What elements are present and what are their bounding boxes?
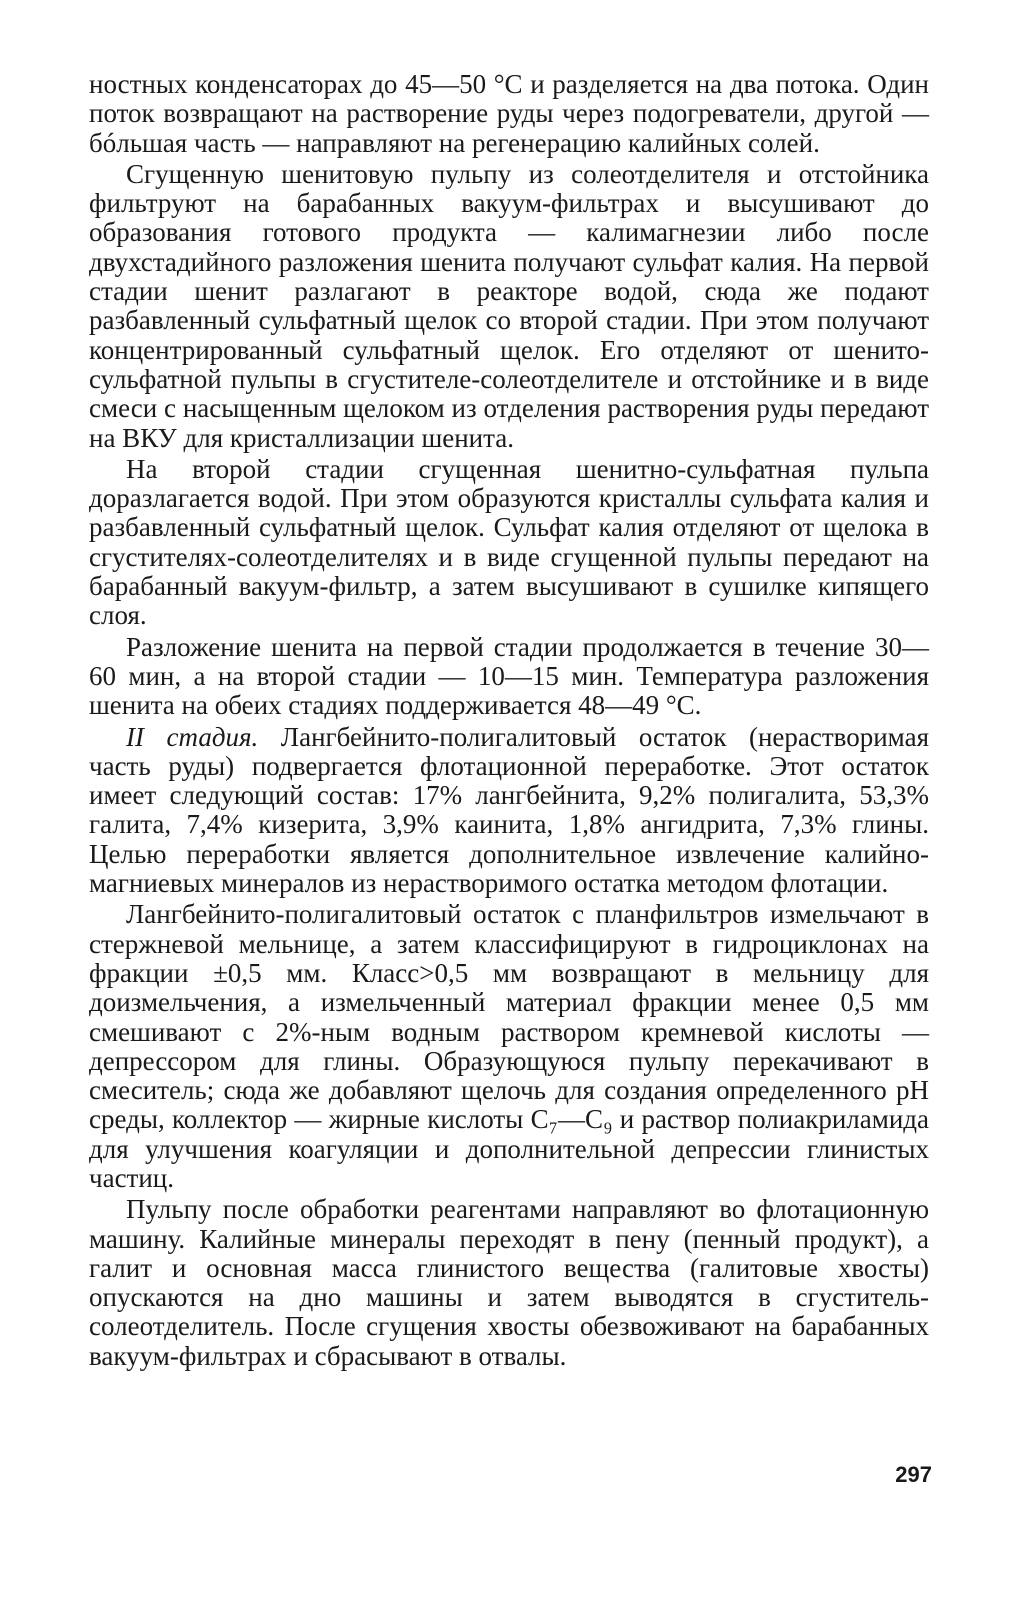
paragraph-7-text: Пульпу после обработки реагентами направляют во флотационную машину. Калийные минералы переходят в пену (пенный продукт), а галит и основная масса глинистого вещества (галитовые хвосты) опускаются на дно машины и затем выводятся в сгуститель-солеотделитель. После сгущения хвосты обезвоживают на барабанных вакуум-фильтрах и сбрасывают в отвалы. <box>89 1194 929 1371</box>
paragraph-1 <box>89 70 929 158</box>
paragraph-4 <box>89 633 929 721</box>
paragraph-2-text: Сгущенную шенитовую пульпу из солеотделителя и отстойника фильтруют на барабанных вакуум-фильтрах и высушивают до образования готового продукта — калимагнезии либо после двухстадийного разложения шенита получают сульфат калия. На первой стадии шенит разлагают в реакторе водой, сюда же подают разбавленный сульфатный щелок со второй стадии. При этом получают концентрированный сульфатный щелок. Его отделяют от шенито-сульфатной пульпы в сгустителе-солеотделителе и отстойнике и в виде смеси с насыщенным щелоком из отделения растворения руды передают на ВКУ для кристаллизации шенита. <box>89 158 929 453</box>
paragraph-7 <box>89 1195 929 1371</box>
paragraph-4-text: Разложение шенита на первой стадии продолжается в течение 30—60 мин, а на второй стадии — 10—15 мин. Температура разложения шенита на обеих стадиях поддерживается 48—49 °C. <box>89 631 929 721</box>
page-body <box>89 70 929 1371</box>
paragraph-5 <box>89 723 929 899</box>
section-lead-stage-2: II стадия. <box>126 721 259 752</box>
paragraph-2 <box>89 160 929 453</box>
paragraph-3-text: На второй стадии сгущенная шенитно-сульфатная пульпа доразлагается водой. При этом образуются кристаллы сульфата калия и разбавленный сульфатный щелок. Сульфат калия отделяют от щелока в сгустителях-солеотделителях и в виде сгущенной пульпы передают на барабанный вакуум-фильтр, а затем высушивают в сушилке кипящего слоя. <box>89 453 929 631</box>
paragraph-5-text: Лангбейнито-полигалитовый остаток (нерастворимая часть руды) подвергается флотационной переработке. Этот остаток имеет следующий состав: 17% лангбейнита, 9,2% полигалита, 53,3% галита, 7,4% кизерита, 3,9% каинита, 1,8% ангидрита, 7,3% глины. Целью переработки является дополнительное извлечение калийно-магниевых минералов из нерастворимого остатка методом флотации. <box>89 721 929 899</box>
paragraph-6-text: Лангбейнито-полигалитовый остаток с планфильтров измельчают в стержневой мельнице, а затем классифицируют в гидроциклонах на фракции ±0,5 мм. Класс>0,5 мм возвращают в мельницу для доизмельчения, а измельченный материал фракции менее 0,5 мм смешивают с 2%-ным водным раствором кремневой кислоты — депрессором для глины. Образующуюся пульпу перекачивают в смеситель; сюда же добавляют щелочь для создания определенного pH среды, коллектор — жирные кислоты C₇—C₉ и раствор полиакриламида для улучшения коагуляции и дополнительной депрессии глинистых частиц. <box>89 899 929 1193</box>
paragraph-3 <box>89 455 929 631</box>
paragraph-6 <box>89 900 929 1193</box>
paragraph-1-text: ностных конденсаторах до 45—50 °C и разделяется на два потока. Один поток возвращают на растворение руды через подогреватели, другой — бóльшая часть — направляют на регенерацию калийных солей. <box>89 69 929 158</box>
page-number: 297 <box>895 1462 932 1487</box>
